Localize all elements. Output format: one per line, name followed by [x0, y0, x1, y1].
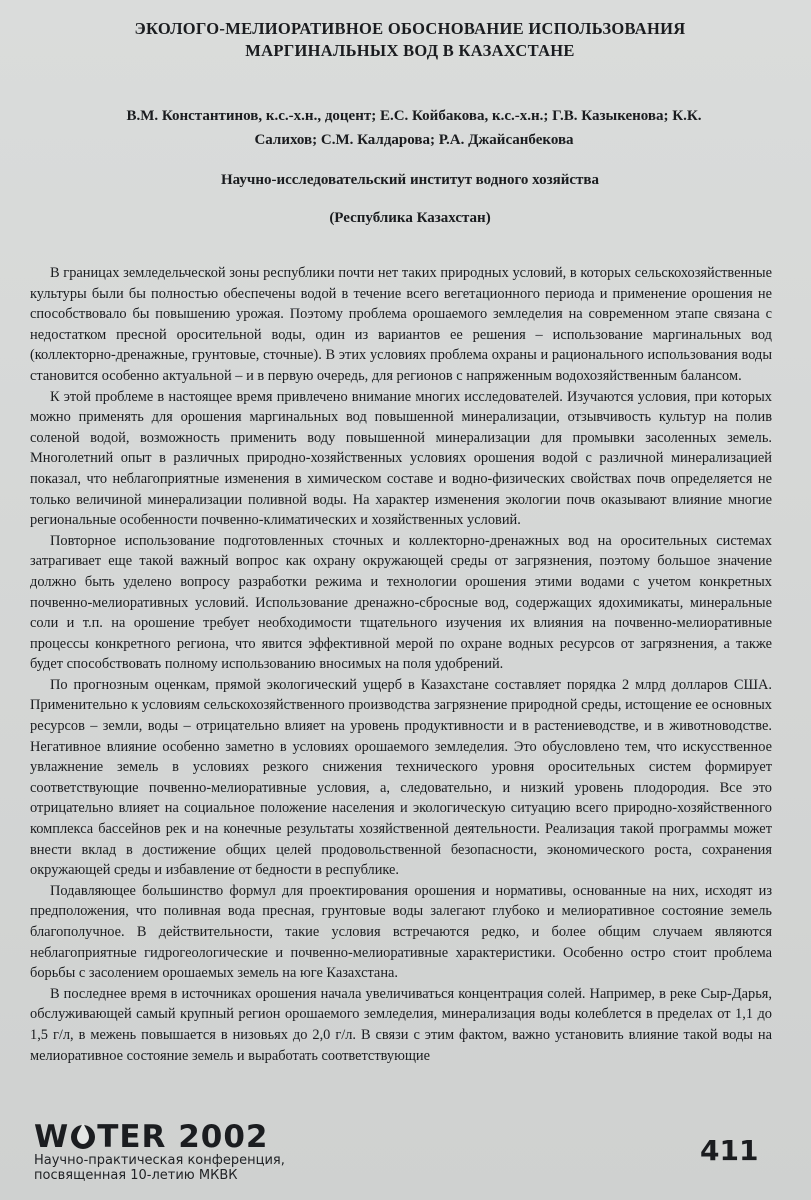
- authors: [58, 104, 770, 152]
- conference-subtitle: [34, 1153, 364, 1183]
- article-body: [30, 263, 772, 1066]
- conference-logo: [34, 1120, 268, 1153]
- title-line-1: ЭКОЛОГО-МЕЛИОРАТИВНОЕ ОБОСНОВАНИЕ ИСПОЛЬЗОВАНИЯ: [134, 19, 686, 38]
- paragraph-1: В границах земледельческой зоны республики почти нет таких природных условий, в которых сельскохозяйственные культуры были бы полностью обеспечены водой в течение всего вегетационного периода и применение орошения не способствовало бы повышению урожая. Поэтому проблема орошаемого земледелия на современном этапе связана с недостатком пресной оросительной воды, один из вариантов ее решения – использование маргинальных вод (коллекторно-дренажные, грунтовые, сточные). В этих условиях проблема охраны и рационального использования воды становится особенно актуальной – и в первую очередь, для регионов с напряженным водохозяйственным балансом.: [30, 265, 772, 384]
- page-number: 411: [700, 1134, 759, 1167]
- paragraph-4: По прогнозным оценкам, прямой экологический ущерб в Казахстане составляет порядка 2 млрд долларов США. Применительно к условиям сельскохозяйственного производства загрязнение природной среды, истощение ее основных ресурсов – земли, воды – отрицательно влияет на уровень продуктивности и в растениеводстве, и в животноводстве. Негативное влияние особенно заметно в условиях орошаемого земледелия. Это обусловлено тем, что искусственное увлажнение земель в условиях резкого снижения технического уровня оросительных систем формирует соответствующие почвенно-мелиоративные условия, а, следовательно, и низкий уровень плодородия. Все это отрицательно влияет на социальное положение населения и экологическую ситуацию всего природно-хозяйственного комплекса бассейнов рек и на конечные результаты хозяйственной деятельности. Реализация такой программы может внести вклад в достижение общих целей продовольственной безопасности, экономического роста, сохранения окружающей среды и избавление от бедности в республике.: [30, 676, 772, 879]
- authors-line-2: Салихов; С.М. Калдарова; Р.А. Джайсанбекова: [254, 132, 574, 148]
- logo-letter-w: W: [34, 1119, 70, 1155]
- paragraph-2: К этой проблеме в настоящее время привлечено внимание многих исследователей. Изучаются условия, при которых можно применять для орошения маргинальных вод повышенной минерализации, отзывчивость культур на полив соленой водой, возможность применить воду повышенной минерализации для промывки засоленных земель. Многолетний опыт в различных природно-хозяйственных условиях орошения водой с различной минерализацией показал, что неблагоприятные изменения в химическом составе и водно-физических свойствах почв определяется не только величиной минерализации поливной воды. На характер изменения экологии почв оказывают влияние многие региональные особенности почвенно-климатических и хозяйственных условий.: [30, 388, 772, 529]
- title-line-2: МАРГИНАЛЬНЫХ ВОД В КАЗАХСТАНЕ: [245, 41, 575, 60]
- paper-title: [60, 18, 760, 62]
- water-drop-icon: [70, 1120, 96, 1150]
- conference-subtitle-line-2: посвященная 10-летию МКВК: [34, 1168, 238, 1183]
- paragraph-5: Подавляющее большинство формул для проектирования орошения и нормативы, основанные на них, исходят из предположения, что поливная вода пресная, грунтовые воды залегают глубоко и мелиоративное состояние земель благополучное. В действительности, такие условия встречаются редко, и более общим случаем являются неблагоприятные гидрогеологические и почвенно-мелиоративные характеристики. Особенно остро стоит проблема борьбы с засолением орошаемых земель на юге Казахстана.: [30, 882, 772, 982]
- paragraph-6: В последнее время в источниках орошения начала увеличиваться концентрация солей. Например, в реке Сыр-Дарья, обслуживающей самый крупный регион орошаемого земледелия, минерализация воды колеблется в пределах от 1,1 до 1,5 г/л, в межень повышается в низовьях до 2,0 г/л. В связи с этим фактом, важно установить влияние такой воды на мелиоративное состояние земель и выработать соответствующие: [30, 985, 772, 1064]
- conference-subtitle-line-1: Научно-практическая конференция,: [34, 1153, 285, 1168]
- paragraph-3: Повторное использование подготовленных сточных и коллекторно-дренажных вод на оросительных системах затрагивает еще такой важный вопрос как охрану окружающей среды от загрязнения, поэтому большое значение должно быть уделено вопросу разработки режима и технологии орошения этими водами с учетом конкретных почвенно-мелиоративных условий. Использование дренажно-сбросные вод, содержащих ядохимикаты, минеральные соли и т.п. на орошение требует необходимости тщательного изучения их влияния на почвенно-мелиоративные процессы конкретного региона, что явится эффективной мерой по охране водных ресурсов от загрязнения, а также будет способствовать полному использованию вносимых на поля удобрений.: [30, 532, 772, 673]
- authors-line-1: В.М. Константинов, к.с.-х.н., доцент; Е.С. Койбакова, к.с.-х.н.; Г.В. Казыкенова; К.К.: [126, 108, 702, 124]
- logo-text: TER 2002: [97, 1119, 269, 1155]
- institute-name: Научно-исследовательский институт водного хозяйства: [220, 172, 600, 188]
- country-name: (Республика Казахстан): [329, 210, 491, 226]
